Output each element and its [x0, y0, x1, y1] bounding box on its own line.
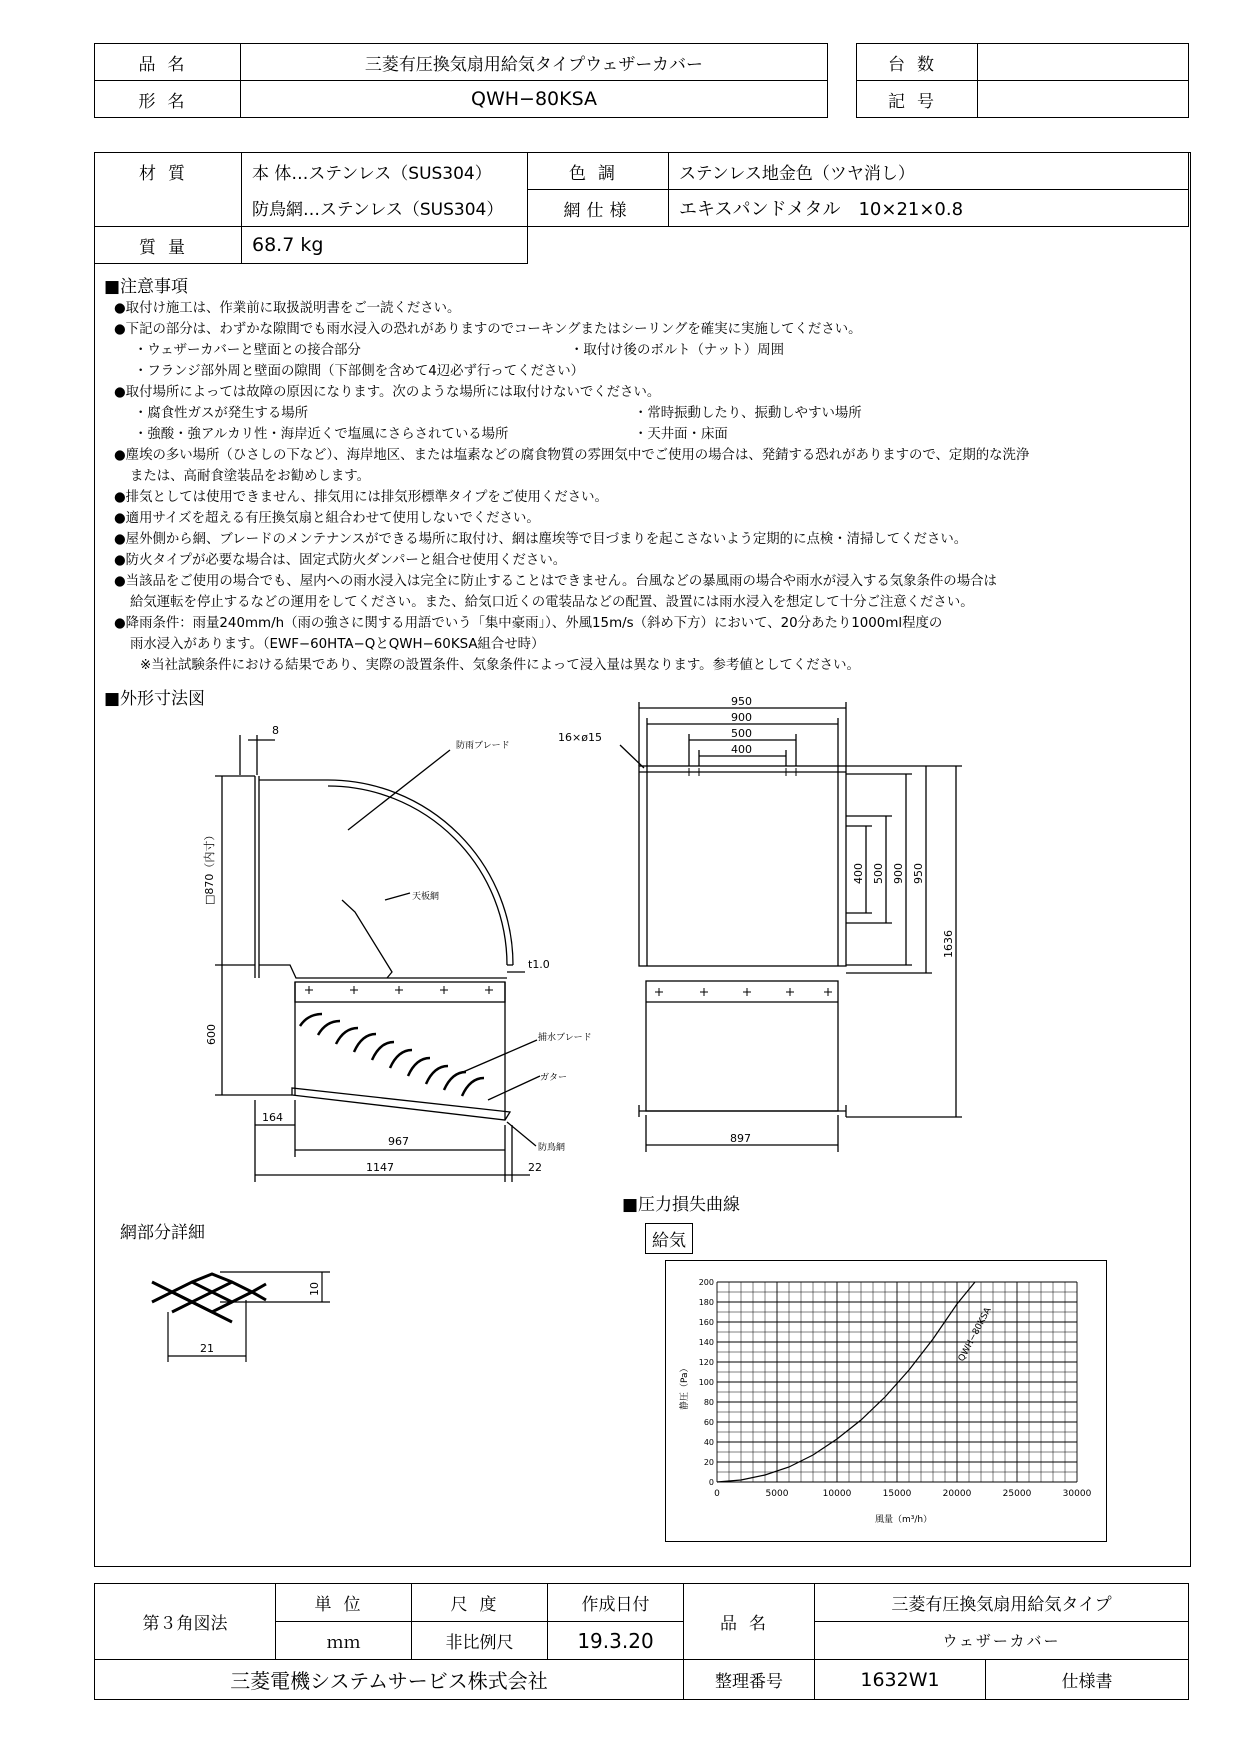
label-bird-mesh: 防鳥網	[538, 1143, 566, 1153]
note-item: ・強酸・強アルカリ性・海岸近くで塩風にさらされている場所	[134, 427, 509, 442]
x-tick-label: 5000	[765, 1489, 789, 1499]
label-catch-blade: 捕水ブレード	[538, 1033, 592, 1043]
dim-front-500: 500	[731, 727, 752, 740]
quantity-value	[978, 44, 1189, 81]
x-axis-label: 風量（m³/h）	[875, 1515, 933, 1525]
date-label: 作成日付	[548, 1584, 684, 1622]
header-table-right	[856, 43, 1189, 118]
mass-label: 質量	[95, 227, 242, 264]
mesh-spec-value: エキスパンドメタル 10×21×0.8	[669, 190, 1189, 227]
label-gutter: ガター	[540, 1073, 568, 1083]
material-mesh: 防鳥網…ステンレス（SUS304）	[242, 190, 528, 227]
dim-870: □870（内寸）	[203, 829, 216, 905]
pressure-loss-chart	[665, 1260, 1107, 1542]
header-table-left	[94, 43, 828, 118]
dim-side-400: 400	[852, 863, 865, 884]
dim-mesh-10: 10	[308, 1282, 321, 1296]
dim-t1: t1.0	[528, 958, 550, 971]
dim-side-500: 500	[872, 863, 885, 884]
footer-product-label: 品名	[684, 1584, 815, 1660]
note-item: ●屋外側から網、ブレードのメンテナンスができる場所に取付け、網は塵埃等で目づまりを起こさないよう定期的に点検・清掃してください。	[114, 532, 968, 547]
dim-front-897: 897	[730, 1132, 751, 1145]
footer-table	[94, 1583, 1189, 1700]
mark-label: 記号	[857, 81, 978, 118]
y-tick-label: 100	[698, 1378, 714, 1387]
material-body: 本 体…ステンレス（SUS304）	[242, 153, 528, 190]
ref-value: 1632W1	[815, 1660, 986, 1700]
note-item: ●当該品をご使用の場合でも、屋内への雨水浸入は完全に防止することはできません。台風などの暴風雨の場合や雨水が浸入する気象条件の場合は	[114, 574, 997, 589]
dim-8: 8	[272, 724, 279, 737]
note-item: ・腐食性ガスが発生する場所	[134, 406, 309, 421]
x-tick-label: 20000	[942, 1489, 972, 1499]
dim-front-950: 950	[731, 695, 752, 708]
model-value: QWH−80KSA	[241, 81, 828, 118]
dim-side-950: 950	[912, 863, 925, 884]
x-tick-label: 10000	[822, 1489, 852, 1499]
label-rain-blade: 防雨ブレード	[456, 741, 510, 751]
mesh-detail-drawing	[140, 1260, 340, 1380]
note-item: ●排気としては使用できません、排気用には排気形標準タイプをご使用ください。	[114, 490, 608, 505]
note-item: 雨水浸入があります。（EWF−60HTA−QとQWH−60KSA組合せ時）	[130, 637, 545, 652]
note-item: ●防火タイプが必要な場合は、固定式防火ダンパーと組合せ使用ください。	[114, 553, 567, 568]
y-tick-label: 40	[703, 1438, 714, 1447]
doc-type: 仕様書	[986, 1660, 1189, 1700]
dim-600: 600	[205, 1024, 218, 1045]
unit-label: 単位	[276, 1584, 412, 1622]
projection: 第３角図法	[95, 1584, 276, 1660]
unit-value: ｍｍ	[276, 1622, 412, 1660]
y-tick-label: 60	[703, 1418, 714, 1427]
label-top-mesh: 天板網	[412, 892, 440, 902]
chart-badge: 給気	[645, 1223, 693, 1254]
scale-label: 尺度	[412, 1584, 548, 1622]
x-tick-label: 15000	[882, 1489, 912, 1499]
note-item: ●取付け施工は、作業前に取扱説明書をご一読ください。	[114, 301, 461, 316]
dim-front-900: 900	[731, 711, 752, 724]
y-tick-label: 0	[708, 1478, 714, 1487]
dim-mesh-21: 21	[200, 1342, 214, 1355]
dim-front-400: 400	[731, 743, 752, 756]
x-tick-label: 0	[714, 1489, 720, 1499]
dim-22: 22	[528, 1161, 542, 1174]
dim-1147: 1147	[366, 1161, 394, 1174]
footer-product-line1: 三菱有圧換気扇用給気タイプ	[815, 1584, 1189, 1622]
scale-value: 非比例尺	[412, 1622, 548, 1660]
blank-cell	[528, 227, 1189, 264]
note-item: ・フランジ部外周と壁面の隙間（下部側を含めて4辺必ず行ってください）	[134, 364, 585, 379]
note-item: または、高耐食塗装品をお勧めします。	[130, 469, 370, 484]
product-label: 品名	[95, 44, 241, 81]
mesh-detail-title: 網部分詳細	[120, 1223, 205, 1243]
note-item: ●適用サイズを超える有圧換気扇と組合わせて使用しないでください。	[114, 511, 540, 526]
x-tick-label: 25000	[1002, 1489, 1032, 1499]
x-tick-label: 30000	[1062, 1489, 1092, 1499]
color-value: ステンレス地金色（ツヤ消し）	[669, 153, 1189, 190]
mass-value: 68.7 kg	[242, 227, 528, 264]
series-label: QWH−80KSA	[956, 1306, 994, 1364]
color-label: 色調	[528, 153, 669, 190]
front-view-drawing	[550, 690, 970, 1170]
dim-side-900: 900	[892, 863, 905, 884]
product-name: 三菱有圧換気扇用給気タイプウェザーカバー	[241, 44, 828, 81]
note-item: ●下記の部分は、わずかな隙間でも雨水浸入の恐れがありますのでコーキングまたはシーリングを確実に実施してください。	[114, 322, 862, 337]
date-value: 19.3.20	[548, 1622, 684, 1660]
note-item: ●降雨条件：雨量240mm/h（雨の強さに関する用語でいう「集中豪雨」）、外風15m/s（斜め下方）において、20分あたり1000ml程度の	[114, 616, 943, 631]
mark-value	[978, 81, 1189, 118]
drawing-title: ■外形寸法図	[104, 689, 206, 709]
material-label: 材質	[95, 153, 242, 227]
y-tick-label: 80	[703, 1398, 714, 1407]
dim-967: 967	[388, 1135, 409, 1148]
notes-section	[104, 276, 1029, 676]
dim-holes: 16×ø15	[558, 731, 602, 744]
note-item: 給気運転を停止するなどの運用をしてください。また、給気口近くの電装品などの配置、設置には雨水浸入を想定して十分ご注意ください。	[130, 595, 974, 610]
y-tick-label: 180	[698, 1298, 714, 1307]
y-tick-label: 200	[698, 1278, 714, 1287]
note-item: ・ウェザーカバーと壁面との接合部分	[134, 343, 361, 358]
chart-title: ■圧力損失曲線	[622, 1195, 741, 1215]
note-item: ※当社試験条件における結果であり、実際の設置条件、気象条件によって浸入量は異なります。参考値としてください。	[140, 658, 860, 673]
ref-label: 整理番号	[684, 1660, 815, 1700]
note-item: ●取付場所によっては故障の原因になります。次のような場所には取付けないでください。	[114, 385, 661, 400]
model-label: 形名	[95, 81, 241, 118]
note-item: ●塵埃の多い場所（ひさしの下など）、海岸地区、または塩素などの腐食物質の雰囲気中でご使用の場合は、発錆する恐れがありますので、定期的な洗浄	[114, 448, 1030, 463]
mesh-spec-label: 網仕様	[528, 190, 669, 227]
y-tick-label: 140	[698, 1338, 714, 1347]
note-item: ・天井面・床面	[634, 427, 728, 442]
dim-side-1636: 1636	[942, 930, 955, 958]
dim-164: 164	[262, 1111, 283, 1124]
y-axis-label: 静圧（Pa）	[680, 1363, 690, 1410]
note-item: ・取付け後のボルト（ナット）周囲	[570, 343, 784, 358]
note-item: ・常時振動したり、振動しやすい場所	[634, 406, 862, 421]
specs-table	[94, 152, 1189, 264]
company-name: 三菱電機システムサービス株式会社	[95, 1660, 684, 1700]
y-tick-label: 120	[698, 1358, 714, 1367]
quantity-label: 台数	[857, 44, 978, 81]
y-tick-label: 20	[703, 1458, 714, 1467]
footer-product-line2: ウェザーカバー	[815, 1622, 1189, 1660]
y-tick-label: 160	[698, 1318, 714, 1327]
side-view-drawing	[200, 720, 592, 1200]
notes-title: ■注意事項	[104, 277, 189, 297]
